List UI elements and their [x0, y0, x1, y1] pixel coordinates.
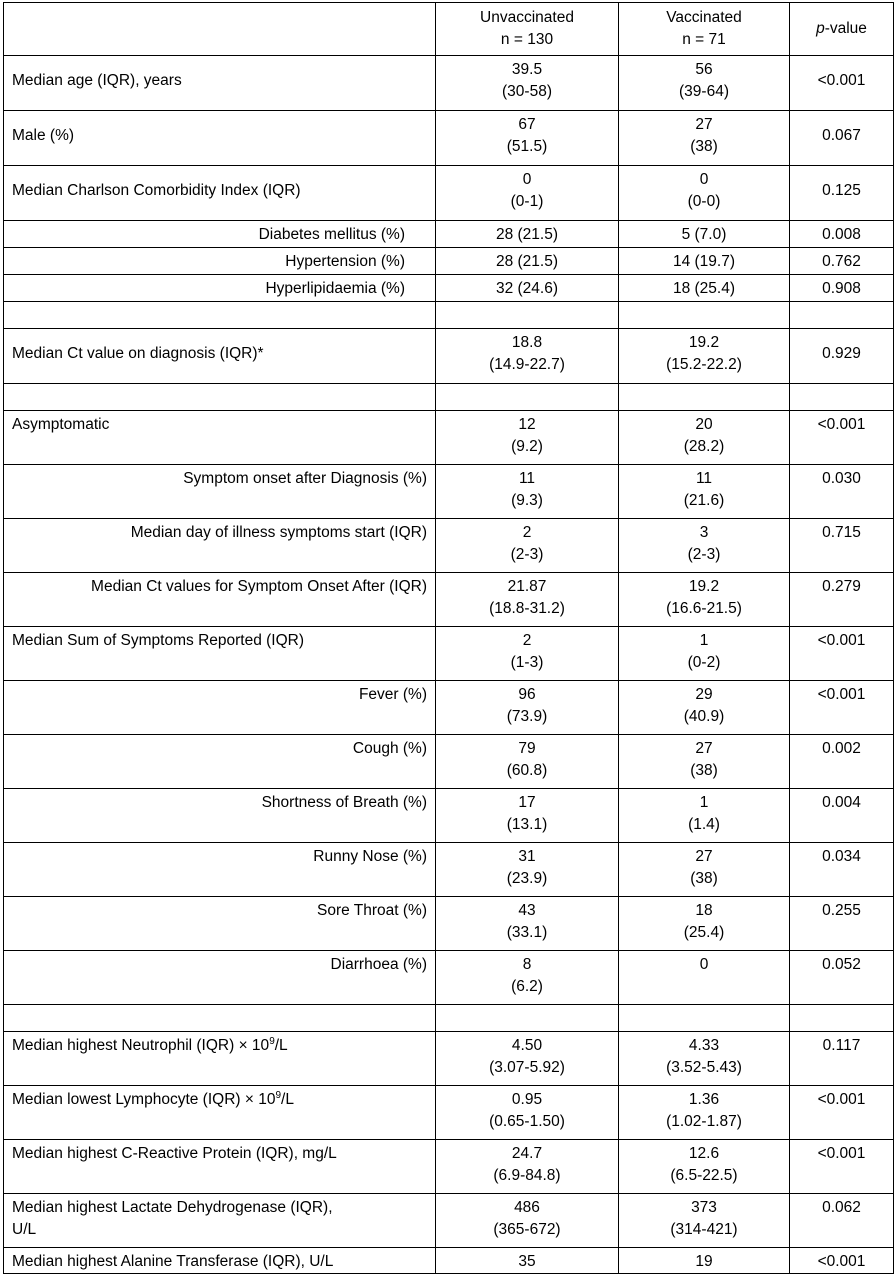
row-label-text: Median highest Alanine Transferase (IQR), U/L	[12, 1253, 334, 1270]
unvaccinated-cell	[436, 465, 619, 519]
unvaccinated-value: 35	[518, 1253, 536, 1270]
vaccinated-range: (38)	[690, 870, 718, 887]
table-row	[4, 519, 894, 573]
unvaccinated-value: 24.7	[511, 1145, 543, 1162]
unvaccinated-value: 21.87	[507, 578, 547, 595]
vaccinated-value: 373	[691, 1199, 717, 1216]
unvaccinated-cell	[436, 519, 619, 573]
pvalue-cell	[790, 1140, 894, 1194]
vaccinated-cell	[619, 627, 790, 681]
row-label	[4, 166, 436, 221]
row-label-text: Median Ct values for Symptom Onset After (IQR)	[91, 578, 427, 595]
vaccinated-cell	[619, 111, 790, 166]
header-pvalue	[790, 3, 894, 56]
pvalue-text: 0.762	[822, 253, 861, 270]
row-label	[4, 1032, 436, 1086]
pvalue-cell	[790, 275, 894, 302]
vaccinated-cell	[619, 1032, 790, 1086]
unvaccinated-value: 2	[522, 524, 532, 541]
row-label	[4, 951, 436, 1005]
unvaccinated-cell	[436, 1086, 619, 1140]
unvaccinated-range: (51.5)	[506, 138, 548, 155]
unvaccinated-range: (14.9-22.7)	[489, 356, 565, 373]
row-label-text: Median day of illness symptoms start (IQR)	[130, 524, 427, 541]
row-label-text	[12, 1089, 427, 1111]
unvaccinated-cell	[436, 1032, 619, 1086]
spacer-cell	[619, 1005, 790, 1032]
unvaccinated-value: 18.8	[511, 334, 543, 351]
row-label	[4, 1194, 436, 1248]
vaccinated-range: (40.9)	[683, 708, 725, 725]
vaccinated-value: 20	[695, 416, 713, 433]
unvaccinated-cell	[436, 1140, 619, 1194]
unvaccinated-value: 12	[518, 416, 536, 433]
spacer-cell	[436, 384, 619, 411]
vaccinated-cell	[619, 1194, 790, 1248]
row-label-unit: /L	[274, 1037, 288, 1054]
vaccinated-cell	[619, 275, 790, 302]
vaccinated-cell	[619, 1086, 790, 1140]
pvalue-cell	[790, 681, 894, 735]
vaccinated-value: 11	[695, 470, 713, 487]
row-label-unit: /L	[281, 1091, 294, 1108]
vaccinated-value: 5 (7.0)	[681, 226, 727, 243]
vaccinated-range: (3.52-5.43)	[666, 1059, 742, 1076]
vaccinated-value: 1.36	[688, 1091, 720, 1108]
spacer-row	[4, 302, 894, 329]
vaccinated-cell	[619, 56, 790, 111]
pvalue-text: <0.001	[817, 1091, 866, 1108]
row-label-text: Cough (%)	[352, 740, 427, 757]
spacer-cell	[619, 384, 790, 411]
header-unvaccinated-n: n = 130	[500, 31, 554, 48]
table-row	[4, 465, 894, 519]
row-label	[4, 248, 436, 275]
vaccinated-range: (15.2-22.2)	[666, 356, 742, 373]
unvaccinated-range: (30-58)	[502, 83, 552, 100]
unvaccinated-range: (73.9)	[506, 708, 548, 725]
pvalue-text: 0.255	[822, 902, 861, 919]
unvaccinated-cell	[436, 221, 619, 248]
vaccinated-cell	[619, 166, 790, 221]
spacer-cell	[790, 1005, 894, 1032]
vaccinated-range: (314-421)	[670, 1221, 738, 1238]
pvalue-text: 0.052	[822, 956, 861, 973]
vaccinated-value: 0	[699, 171, 709, 188]
vaccinated-range: (28.2)	[683, 438, 725, 455]
unvaccinated-value: 0.95	[511, 1091, 543, 1108]
unvaccinated-range: (0.65-1.50)	[489, 1113, 565, 1130]
pvalue-text: <0.001	[817, 686, 866, 703]
header-unvaccinated-title: Unvaccinated	[480, 9, 574, 26]
unvaccinated-value: 28 (21.5)	[495, 253, 559, 270]
table-row	[4, 56, 894, 111]
row-label	[4, 519, 436, 573]
unvaccinated-cell	[436, 681, 619, 735]
unvaccinated-cell	[436, 573, 619, 627]
unvaccinated-range: (2-3)	[510, 546, 544, 563]
unvaccinated-cell	[436, 843, 619, 897]
unvaccinated-value: 4.50	[511, 1037, 543, 1054]
spacer-cell	[4, 302, 436, 329]
header-pvalue-italic: p	[816, 20, 825, 37]
vaccinated-value: 19	[695, 1253, 713, 1270]
unvaccinated-range: (1-3)	[510, 654, 544, 671]
unvaccinated-cell	[436, 951, 619, 1005]
vaccinated-value: 12.6	[688, 1145, 720, 1162]
unvaccinated-value: 79	[518, 740, 536, 757]
table-row	[4, 166, 894, 221]
unvaccinated-range: (13.1)	[506, 816, 548, 833]
row-label-text: Diarrhoea (%)	[330, 956, 427, 973]
unvaccinated-range: (6.9-84.8)	[493, 1167, 561, 1184]
vaccinated-cell	[619, 789, 790, 843]
row-label-text: Sore Throat (%)	[317, 902, 427, 919]
unvaccinated-range: (0-1)	[510, 193, 544, 210]
unvaccinated-cell	[436, 627, 619, 681]
vaccinated-value: 1	[699, 794, 709, 811]
table-row	[4, 1194, 894, 1248]
spacer-cell	[619, 302, 790, 329]
row-label-superscript: 9	[269, 1035, 275, 1047]
pvalue-cell	[790, 735, 894, 789]
vaccinated-value: 56	[695, 61, 713, 78]
unvaccinated-cell	[436, 897, 619, 951]
row-label-text	[12, 1035, 427, 1057]
vaccinated-cell	[619, 411, 790, 465]
row-label	[4, 465, 436, 519]
vaccinated-cell	[619, 681, 790, 735]
row-label	[4, 735, 436, 789]
table-row	[4, 627, 894, 681]
unvaccinated-cell	[436, 56, 619, 111]
unvaccinated-range: (23.9)	[506, 870, 548, 887]
unvaccinated-cell	[436, 735, 619, 789]
row-label	[4, 56, 436, 111]
unvaccinated-value: 486	[514, 1199, 540, 1216]
unvaccinated-range: (3.07-5.92)	[489, 1059, 565, 1076]
unvaccinated-range: (365-672)	[493, 1221, 561, 1238]
unvaccinated-range: (9.2)	[511, 438, 543, 455]
pvalue-text: 0.008	[822, 226, 861, 243]
unvaccinated-cell	[436, 248, 619, 275]
unvaccinated-value: 8	[522, 956, 532, 973]
vaccinated-value: 19.2	[688, 578, 720, 595]
table-row	[4, 735, 894, 789]
row-label	[4, 1248, 436, 1274]
pvalue-text: 0.002	[822, 740, 861, 757]
row-label-text: Asymptomatic	[12, 416, 110, 433]
vaccinated-cell	[619, 519, 790, 573]
vaccinated-value: 27	[695, 116, 713, 133]
row-label-text: Median age (IQR), years	[12, 72, 182, 89]
pvalue-text: <0.001	[817, 72, 866, 89]
vaccinated-value: 18 (25.4)	[672, 280, 736, 297]
vaccinated-cell	[619, 1248, 790, 1274]
table-row	[4, 275, 894, 302]
table-row	[4, 573, 894, 627]
row-label-text: Diabetes mellitus (%)	[258, 226, 405, 243]
vaccinated-value: 18	[695, 902, 713, 919]
table-row	[4, 248, 894, 275]
row-label	[4, 221, 436, 248]
vaccinated-cell	[619, 843, 790, 897]
vaccinated-range: (39-64)	[679, 83, 729, 100]
vaccinated-value: 29	[695, 686, 713, 703]
row-label-text: Median Ct value on diagnosis (IQR)*	[12, 345, 264, 362]
pvalue-text: 0.117	[822, 1037, 861, 1054]
header-vaccinated-n: n = 71	[682, 31, 726, 48]
row-label	[4, 789, 436, 843]
vaccinated-range: (0-0)	[687, 193, 721, 210]
pvalue-cell	[790, 1194, 894, 1248]
pvalue-cell	[790, 411, 894, 465]
pvalue-cell	[790, 843, 894, 897]
unvaccinated-range: (9.3)	[511, 492, 543, 509]
pvalue-text: 0.030	[822, 470, 861, 487]
table-row	[4, 1032, 894, 1086]
spacer-row	[4, 1005, 894, 1032]
unvaccinated-value: 17	[518, 794, 536, 811]
pvalue-text: <0.001	[817, 416, 866, 433]
row-label	[4, 573, 436, 627]
table-row	[4, 1140, 894, 1194]
unvaccinated-value: 96	[518, 686, 536, 703]
unvaccinated-cell	[436, 789, 619, 843]
vaccinated-value: 1	[699, 632, 709, 649]
pvalue-cell	[790, 1032, 894, 1086]
row-label	[4, 1086, 436, 1140]
unvaccinated-value: 28 (21.5)	[495, 226, 559, 243]
pvalue-text: 0.908	[822, 280, 861, 297]
pvalue-cell	[790, 56, 894, 111]
header-empty-cell	[4, 3, 436, 56]
pvalue-text: <0.001	[817, 1145, 866, 1162]
pvalue-cell	[790, 789, 894, 843]
unvaccinated-range: (33.1)	[506, 924, 548, 941]
vaccinated-value: 19.2	[688, 334, 720, 351]
spacer-cell	[790, 302, 894, 329]
pvalue-cell	[790, 951, 894, 1005]
pvalue-cell	[790, 897, 894, 951]
unvaccinated-value: 39.5	[511, 61, 543, 78]
row-label-main: Median lowest Lymphocyte (IQR) × 10	[12, 1091, 276, 1108]
pvalue-cell	[790, 1086, 894, 1140]
table-row	[4, 411, 894, 465]
pvalue-text: 0.062	[822, 1199, 861, 1216]
vaccinated-range: (2-3)	[687, 546, 721, 563]
row-label-text: Median highest Lactate Dehydrogenase (IQR),	[12, 1199, 333, 1216]
pvalue-cell	[790, 465, 894, 519]
vaccinated-value: 0	[699, 956, 709, 973]
row-label	[4, 329, 436, 384]
vaccinated-value: 14 (19.7)	[672, 253, 736, 270]
pvalue-text: 0.067	[822, 127, 861, 144]
vaccinated-value: 27	[695, 740, 713, 757]
row-label-text: Hypertension (%)	[285, 253, 405, 270]
row-label-text: Male (%)	[12, 127, 75, 144]
vaccinated-cell	[619, 465, 790, 519]
vaccinated-range: (0-2)	[687, 654, 721, 671]
pvalue-text: <0.001	[817, 1253, 866, 1270]
pvalue-cell	[790, 221, 894, 248]
pvalue-text: 0.279	[822, 578, 861, 595]
unvaccinated-range: (18.8-31.2)	[489, 600, 565, 617]
spacer-cell	[436, 1005, 619, 1032]
pvalue-cell	[790, 573, 894, 627]
pvalue-cell	[790, 627, 894, 681]
row-label-text: Runny Nose (%)	[313, 848, 427, 865]
row-label-text: Median highest C-Reactive Protein (IQR), mg/L	[12, 1145, 337, 1162]
pvalue-cell	[790, 519, 894, 573]
row-label	[4, 897, 436, 951]
vaccinated-range: (25.4)	[683, 924, 725, 941]
table-row	[4, 951, 894, 1005]
pvalue-text: 0.125	[822, 182, 861, 199]
vaccinated-cell	[619, 573, 790, 627]
row-label	[4, 1140, 436, 1194]
header-vaccinated-title: Vaccinated	[666, 9, 742, 26]
row-label	[4, 411, 436, 465]
vaccinated-cell	[619, 1140, 790, 1194]
unvaccinated-value: 67	[518, 116, 536, 133]
unvaccinated-cell	[436, 111, 619, 166]
spacer-cell	[436, 302, 619, 329]
pvalue-cell	[790, 329, 894, 384]
vaccinated-cell	[619, 951, 790, 1005]
vaccinated-range: (16.6-21.5)	[666, 600, 742, 617]
row-label-main: Median highest Neutrophil (IQR) × 10	[12, 1037, 270, 1054]
vaccinated-range: (6.5-22.5)	[670, 1167, 738, 1184]
header-pvalue-rest: -value	[824, 20, 867, 37]
vaccinated-cell	[619, 221, 790, 248]
vaccinated-value: 3	[699, 524, 709, 541]
pvalue-cell	[790, 111, 894, 166]
vaccinated-range: (38)	[690, 138, 718, 155]
row-label-superscript: 9	[275, 1089, 282, 1101]
row-label	[4, 843, 436, 897]
unvaccinated-value: 43	[518, 902, 536, 919]
unvaccinated-value: 2	[522, 632, 532, 649]
row-label	[4, 275, 436, 302]
row-label-text: Median Sum of Symptoms Reported (IQR)	[12, 632, 305, 649]
pvalue-cell	[790, 1248, 894, 1274]
unvaccinated-value: 0	[522, 171, 532, 188]
row-label-text: Fever (%)	[358, 686, 427, 703]
vaccinated-cell	[619, 735, 790, 789]
unvaccinated-cell	[436, 411, 619, 465]
unvaccinated-value: 32 (24.6)	[495, 280, 559, 297]
vaccinated-cell	[619, 248, 790, 275]
table-row	[4, 789, 894, 843]
pvalue-text: 0.034	[822, 848, 861, 865]
row-label-text: Hyperlipidaemia (%)	[265, 280, 405, 297]
table-row	[4, 897, 894, 951]
pvalue-text: <0.001	[817, 632, 866, 649]
vaccinated-cell	[619, 897, 790, 951]
vaccinated-value: 4.33	[688, 1037, 720, 1054]
row-label	[4, 627, 436, 681]
header-vaccinated	[619, 3, 790, 56]
patient-characteristics-table	[3, 2, 894, 1274]
unvaccinated-range: (6.2)	[511, 978, 543, 995]
row-label-text: Symptom onset after Diagnosis (%)	[183, 470, 427, 487]
table-row	[4, 1086, 894, 1140]
row-label-text: Median Charlson Comorbidity Index (IQR)	[12, 182, 301, 199]
spacer-cell	[4, 384, 436, 411]
vaccinated-range: (38)	[690, 762, 718, 779]
spacer-row	[4, 384, 894, 411]
pvalue-text: 0.715	[822, 524, 861, 541]
header-unvaccinated	[436, 3, 619, 56]
unvaccinated-cell	[436, 329, 619, 384]
unvaccinated-range: (60.8)	[506, 762, 548, 779]
table-row	[4, 843, 894, 897]
unvaccinated-cell	[436, 1194, 619, 1248]
row-label-text-line2: U/L	[12, 1221, 37, 1238]
row-label	[4, 681, 436, 735]
unvaccinated-cell	[436, 1248, 619, 1274]
table-row	[4, 1248, 894, 1274]
header-row	[4, 3, 894, 56]
table-row	[4, 221, 894, 248]
vaccinated-range: (1.4)	[688, 816, 720, 833]
vaccinated-range: (1.02-1.87)	[666, 1113, 742, 1130]
row-label-text: Shortness of Breath (%)	[261, 794, 427, 811]
table-row	[4, 681, 894, 735]
spacer-cell	[790, 384, 894, 411]
unvaccinated-cell	[436, 166, 619, 221]
vaccinated-range: (21.6)	[683, 492, 725, 509]
unvaccinated-cell	[436, 275, 619, 302]
spacer-cell	[4, 1005, 436, 1032]
pvalue-text: 0.004	[822, 794, 861, 811]
pvalue-cell	[790, 166, 894, 221]
vaccinated-cell	[619, 329, 790, 384]
row-label	[4, 111, 436, 166]
unvaccinated-value: 11	[518, 470, 536, 487]
unvaccinated-value: 31	[518, 848, 536, 865]
pvalue-cell	[790, 248, 894, 275]
table-row	[4, 329, 894, 384]
vaccinated-value: 27	[695, 848, 713, 865]
table-row	[4, 111, 894, 166]
pvalue-text: 0.929	[822, 345, 861, 362]
